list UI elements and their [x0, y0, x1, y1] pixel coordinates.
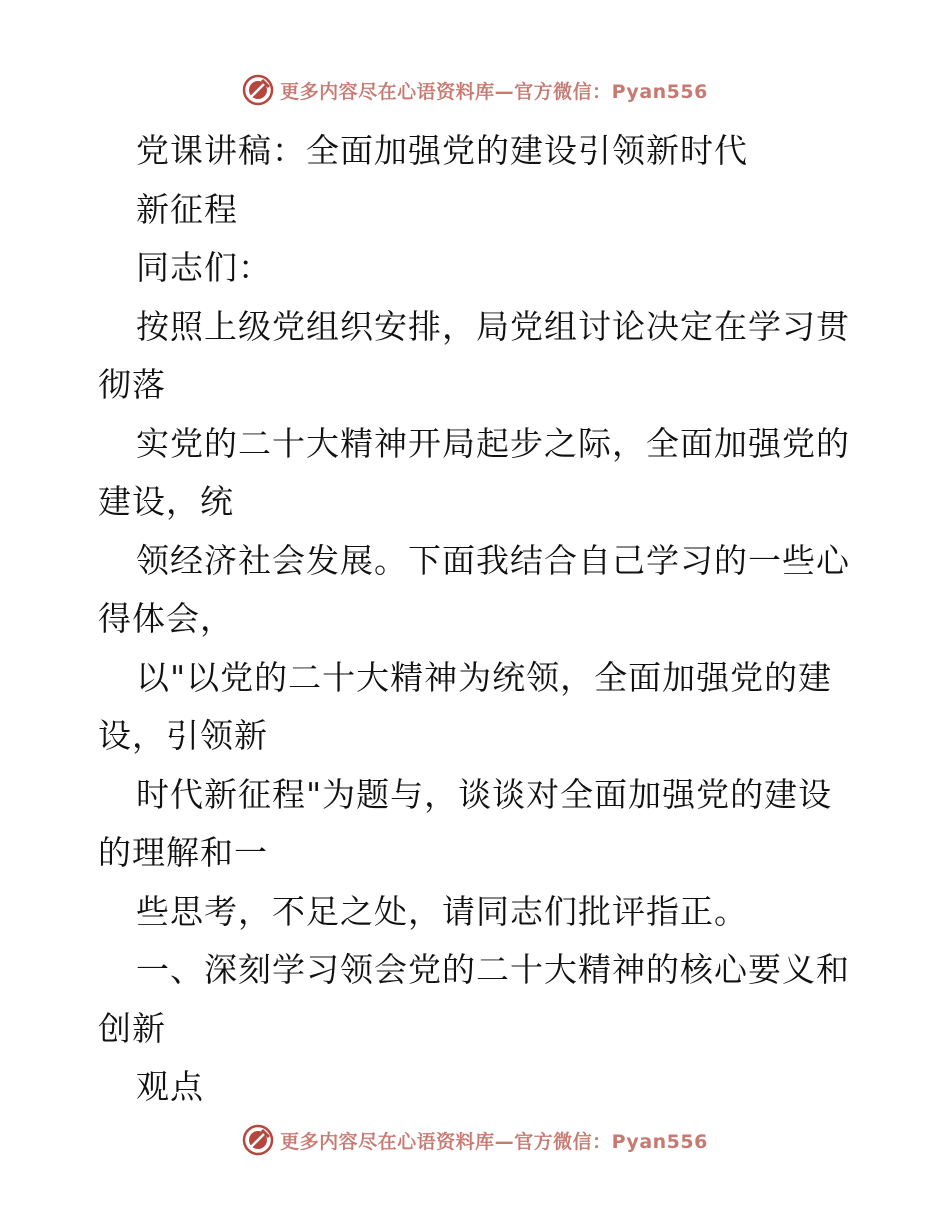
- header-watermark: [0, 72, 950, 108]
- text-line: 一、深刻学习领会党的二十大精神的核心要义和: [136, 950, 850, 989]
- text-line: 领经济社会发展。下面我结合自己学习的一些心: [136, 540, 850, 580]
- text-line: 彻落: [98, 365, 166, 404]
- watermark-text: 更多内容尽在心语资料库—官方微信：Pyan556: [280, 80, 708, 103]
- pen-logo-icon: [242, 1124, 274, 1156]
- footer-watermark: [0, 1122, 950, 1158]
- watermark-text: 更多内容尽在心语资料库—官方微信：Pyan556: [280, 1130, 708, 1153]
- text-line: 的理解和一: [98, 833, 268, 872]
- text-line: 新征程: [136, 189, 238, 229]
- text-line: 同志们：: [136, 248, 272, 287]
- text-line: 实党的二十大精神开局起步之际，全面加强党的: [136, 423, 850, 463]
- text-line: 观点: [136, 1067, 204, 1106]
- pen-logo-icon: [242, 74, 274, 106]
- text-line: 些思考，不足之处，请同志们批评指正。: [136, 891, 748, 931]
- text-line: 建设，统: [98, 482, 234, 521]
- text-line: 得体会，: [98, 599, 234, 638]
- text-line: 按照上级党组织安排，局党组讨论决定在学习贯: [136, 306, 850, 346]
- text-line: 以"以党的二十大精神为统领，全面加强党的建: [136, 657, 833, 697]
- text-line: 创新: [98, 1008, 166, 1048]
- text-line: 党课讲稿：全面加强党的建设引领新时代: [136, 131, 748, 170]
- text-line: 设，引领新: [98, 716, 268, 755]
- text-line: 时代新征程"为题与，谈谈对全面加强党的建设: [136, 774, 833, 814]
- document-body: [98, 122, 858, 1117]
